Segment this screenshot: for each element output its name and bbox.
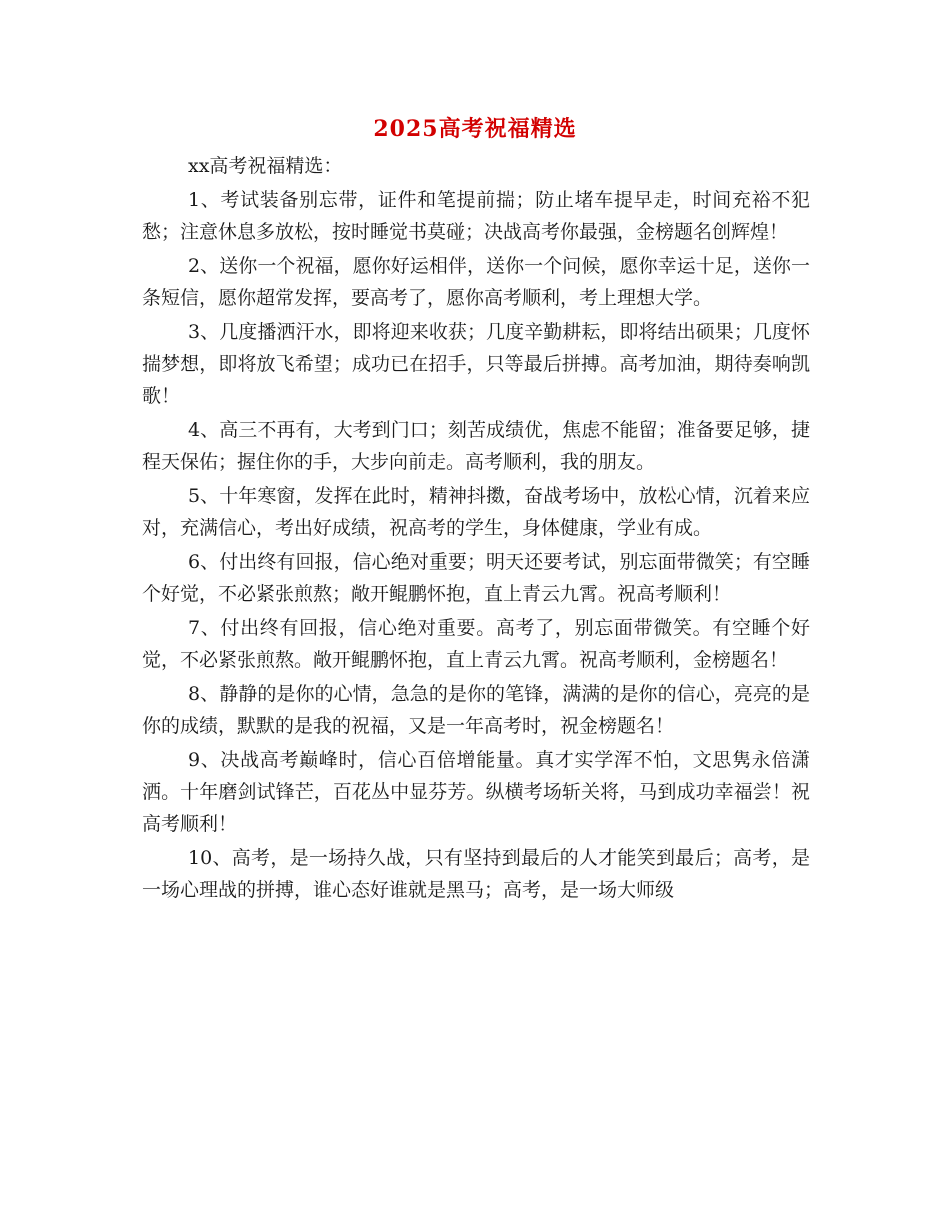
intro-line: xx高考祝福精选：: [188, 155, 343, 177]
paragraph-1: 1、考试装备别忘带，证件和笔提前揣；防止堵车提早走，时间充裕不犯愁；注意休息多放松，按时睡觉书莫碰；决战高考你最强，金榜题名创辉煌！: [142, 189, 810, 243]
paragraph-6: 6、付出终有回报，信心绝对重要；明天还要考试，别忘面带微笑；有空睡个好觉，不必紧张煎熬；敞开鲲鹏怀抱，直上青云九霄。祝高考顺利！: [142, 551, 810, 605]
paragraph-2: 2、送你一个祝福，愿你好运相伴，送你一个问候，愿你幸运十足，送你一条短信，愿你超常发挥，要高考了，愿你高考顺利，考上理想大学。: [142, 255, 810, 309]
paragraph-8: 8、静静的是你的心情，急急的是你的笔锋，满满的是你的信心，亮亮的是你的成绩，默默的是我的祝福，又是一年高考时，祝金榜题名！: [142, 683, 810, 737]
paragraph-5: 5、十年寒窗，发挥在此时，精神抖擞，奋战考场中，放松心情，沉着来应对，充满信心，考出好成绩，祝高考的学生，身体健康，学业有成。: [142, 485, 810, 539]
paragraph-3: 3、几度播洒汗水，即将迎来收获；几度辛勤耕耘，即将结出硕果；几度怀揣梦想，即将放飞希望；成功已在招手，只等最后拼搏。高考加油，期待奏响凯歌！: [142, 321, 810, 407]
document-body: [142, 150, 810, 908]
document-title: 2025高考祝福精选: [373, 116, 577, 142]
paragraph-4: 4、高三不再有，大考到门口；刻苦成绩优，焦虑不能留；准备要足够，捷程天保佑；握住你的手，大步向前走。高考顺利，我的朋友。: [142, 419, 810, 473]
paragraph-10: 10、高考，是一场持久战，只有坚持到最后的人才能笑到最后；高考，是一场心理战的拼搏，谁心态好谁就是黑马；高考，是一场大师级: [142, 847, 810, 901]
paragraph-9: 9、决战高考巅峰时，信心百倍增能量。真才实学浑不怕，文思隽永倍潇洒。十年磨剑试锋芒，百花丛中显芬芳。纵横考场斩关将，马到成功幸福尝！祝高考顺利！: [142, 749, 810, 835]
paragraph-7: 7、付出终有回报，信心绝对重要。高考了，别忘面带微笑。有空睡个好觉，不必紧张煎熬。敞开鲲鹏怀抱，直上青云九霄。祝高考顺利，金榜题名！: [142, 617, 810, 671]
